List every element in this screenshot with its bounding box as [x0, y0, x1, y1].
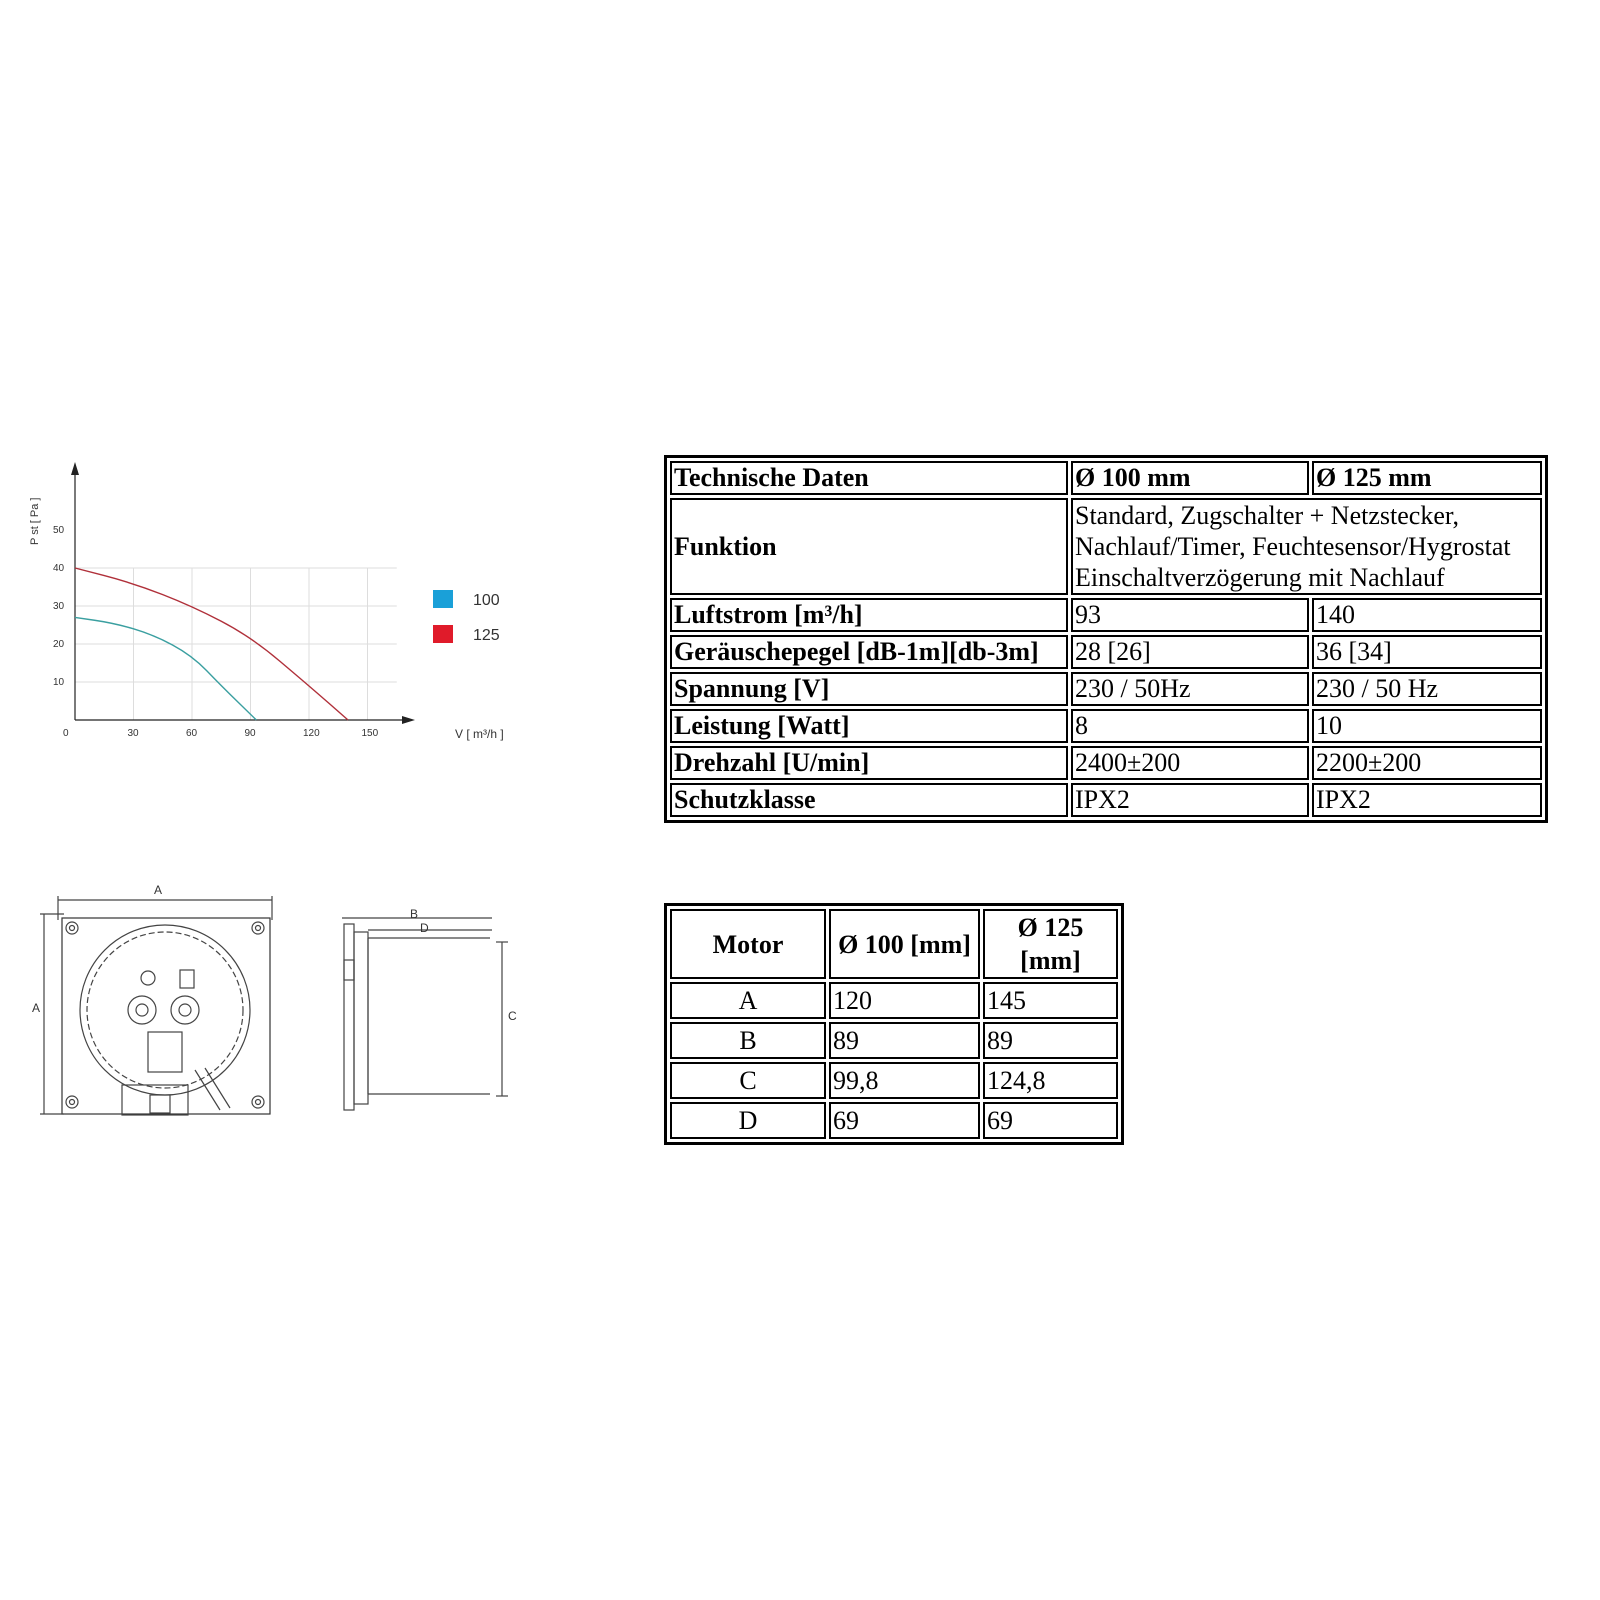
funktion-description — [1071, 498, 1542, 595]
dim-label-c: C — [508, 1009, 517, 1023]
y-tick-label: 10 — [53, 677, 65, 688]
header-100mm: Ø 100 mm — [1071, 461, 1309, 495]
cell-125: 2200±200 — [1312, 746, 1542, 780]
funktion-line: Nachlauf/Timer, Feuchtesensor/Hygrostat — [1075, 532, 1511, 561]
header-125mm: Ø 125 [mm] — [983, 909, 1118, 979]
y-axis-label: P st [ Pa ] — [29, 497, 41, 545]
cell-100: 120 — [829, 982, 980, 1019]
technical-data-table — [664, 455, 1548, 823]
x-tick-label: 0 — [63, 728, 69, 739]
dim-label-a-top: A — [154, 883, 163, 897]
dim-label-d: D — [420, 921, 429, 935]
cell-125: 145 — [983, 982, 1118, 1019]
row-label: Spannung [V] — [670, 672, 1068, 706]
table-header-row — [670, 461, 1542, 495]
table-row — [670, 1062, 1118, 1099]
x-tick-label: 90 — [244, 728, 256, 739]
table-row — [670, 1022, 1118, 1059]
row-label: Geräuschepegel [dB-1m][db-3m] — [670, 635, 1068, 669]
row-label: D — [670, 1102, 826, 1139]
cell-125: 36 [34] — [1312, 635, 1542, 669]
dim-label-b: B — [410, 907, 419, 921]
table-header-row — [670, 909, 1118, 979]
table-row — [670, 746, 1542, 780]
cell-125: 230 / 50 Hz — [1312, 672, 1542, 706]
chart-ticks — [53, 525, 379, 739]
legend-swatch-125 — [433, 625, 453, 643]
funktion-line: Einschaltverzögerung mit Nachlauf — [1075, 563, 1445, 592]
cell-100: 8 — [1071, 709, 1309, 743]
x-tick-label: 60 — [186, 728, 198, 739]
legend-label-125: 125 — [473, 627, 500, 644]
front-view — [40, 896, 272, 1115]
header-100mm: Ø 100 [mm] — [829, 909, 980, 979]
row-label: Drehzahl [U/min] — [670, 746, 1068, 780]
table-row — [670, 709, 1542, 743]
cell-100: 69 — [829, 1102, 980, 1139]
cell-125: IPX2 — [1312, 783, 1542, 817]
cell-100: 28 [26] — [1071, 635, 1309, 669]
row-label: Luftstrom [m³/h] — [670, 598, 1068, 632]
cell-125: 89 — [983, 1022, 1118, 1059]
cell-100: 230 / 50Hz — [1071, 672, 1309, 706]
cell-100: 89 — [829, 1022, 980, 1059]
y-tick-label: 20 — [53, 639, 65, 650]
cell-100: 2400±200 — [1071, 746, 1309, 780]
table-row — [670, 1102, 1118, 1139]
dim-label-a-left: A — [32, 1001, 41, 1015]
motor-dimensions-table — [664, 903, 1124, 1145]
row-label: B — [670, 1022, 826, 1059]
side-view — [342, 918, 508, 1110]
cell-125: 140 — [1312, 598, 1542, 632]
table-row — [670, 635, 1542, 669]
legend-swatch-100 — [433, 590, 453, 608]
header-technische-daten: Technische Daten — [670, 461, 1068, 495]
y-tick-label: 40 — [53, 563, 65, 574]
y-tick-label: 30 — [53, 601, 65, 612]
table-row — [670, 982, 1118, 1019]
y-tick-label: 50 — [53, 525, 65, 536]
cell-100: 99,8 — [829, 1062, 980, 1099]
table-row — [670, 783, 1542, 817]
cell-100: IPX2 — [1071, 783, 1309, 817]
x-tick-label: 120 — [303, 728, 320, 739]
x-axis-label: V [ m³/h ] — [455, 727, 504, 741]
table-row-funktion — [670, 498, 1542, 595]
header-125mm: Ø 125 mm — [1312, 461, 1542, 495]
performance-chart — [0, 440, 560, 780]
table-row — [670, 672, 1542, 706]
cell-125: 10 — [1312, 709, 1542, 743]
row-label: Leistung [Watt] — [670, 709, 1068, 743]
dimension-drawing — [30, 880, 530, 1130]
legend-label-100: 100 — [473, 592, 500, 609]
x-tick-label: 150 — [361, 728, 379, 739]
row-label: A — [670, 982, 826, 1019]
table-row — [670, 598, 1542, 632]
row-label: Schutzklasse — [670, 783, 1068, 817]
funktion-line: Standard, Zugschalter + Netzstecker, — [1075, 501, 1459, 530]
header-motor: Motor — [670, 909, 826, 979]
chart-legend — [433, 590, 500, 644]
series-line-100 — [75, 617, 256, 720]
row-label: C — [670, 1062, 826, 1099]
cell-125: 69 — [983, 1102, 1118, 1139]
cell-100: 93 — [1071, 598, 1309, 632]
x-tick-label: 30 — [127, 728, 139, 739]
chart-axes — [71, 462, 415, 724]
chart-grid — [75, 568, 397, 720]
row-label: Funktion — [670, 498, 1068, 595]
cell-125: 124,8 — [983, 1062, 1118, 1099]
